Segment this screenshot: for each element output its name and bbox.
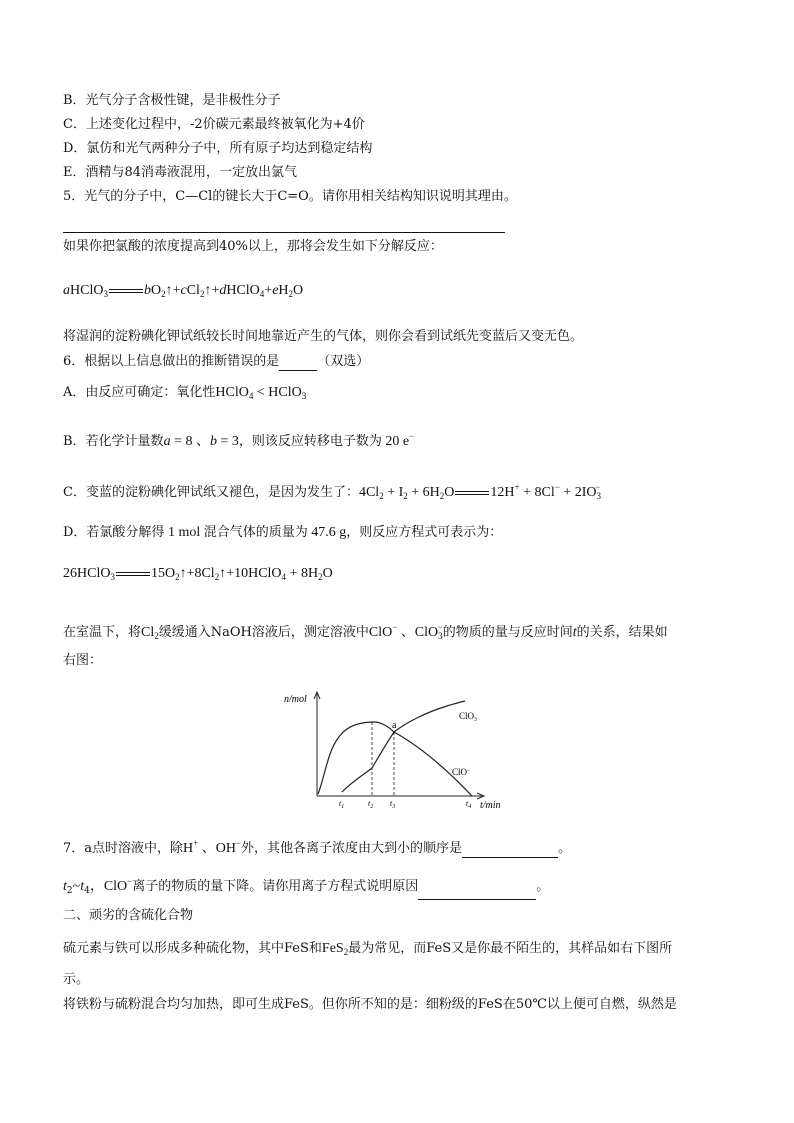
question-5: 5．光气的分子中，C—Cl的键长大于C=O。请你用相关结构知识说明其理由。	[63, 189, 517, 204]
y-axis-label: n/mol	[284, 694, 307, 705]
question-7-part2: $t_2\sim t_4$，ClO−离子的物质的量下降。请你用离子方程式说明原因 。	[63, 872, 549, 900]
question-7: 7．a点时溶液中，除H+ 、OH−外，其他各离子浓度由大到小的顺序是 。	[63, 838, 572, 856]
reaction-equation-general: aHClO$_3$ $bO_2↑+cCl_2↑+dHClO_4+eH_2O$	[63, 283, 304, 299]
answer-line-q5	[63, 232, 505, 233]
option-6d: D．若氯酸分解得 1 mol 混合气体的质量为 47.6 g，则反应方程式可表示为：	[63, 525, 503, 540]
reaction-equation-26: 26HClO$_3$ $15O_2↑+8Cl_2↑+10HClO_4 + 8H_2O$	[63, 566, 333, 582]
option-6b: B．若化学计量数a = 8 、b = 3，则该反应转移电子数为 20 e−	[63, 431, 415, 449]
x-axis-label: t/min	[480, 800, 501, 811]
paragraph-hclo3-decomp: 如果你把氯酸的浓度提高到40%以上，那将会发生如下分解反应：	[63, 239, 443, 254]
paragraph-iron-sulfide: 硫元素与铁可以形成多种硫化物，其中FeS和FeS$_2$最为常见，而FeS又是你最不陌生的，其样品如右下图所	[63, 941, 673, 957]
point-a-label: a	[392, 720, 397, 731]
option-6a: A．由反应可确定：氧化性HClO$_4$ < HClO$_3$	[63, 385, 307, 401]
option-c-line: C．上述变化过程中，-2价碳元素最终被氧化为+4价	[63, 117, 365, 132]
series-clo3-label: ClO$_3$	[459, 711, 478, 723]
answer-blank-q7b[interactable]	[418, 886, 536, 900]
series-clo-line	[318, 722, 472, 796]
paragraph-iron-sulfide-cont: 示。	[63, 972, 90, 987]
option-e-line: E．酒精与84消毒液混用，一定放出氯气	[63, 165, 298, 180]
series-clo-label: ClO−	[452, 767, 471, 777]
tick-t4: $t_4$	[466, 799, 472, 810]
answer-blank-q6[interactable]	[279, 357, 317, 371]
paragraph-cl2-naoh: 在室温下，将$Cl_2$缓缓通入NaOH溶液后，测定溶液中ClO− 、ClO$_3$−的物质的量与反应时间t的关系，结果如	[63, 622, 668, 641]
paragraph-starch-paper: 将湿润的淀粉碘化钾试纸较长时间地靠近产生的气体，则你会看到试纸先变蓝后又变无色。	[63, 329, 584, 344]
answer-blank-q7[interactable]	[462, 844, 558, 858]
option-b-line: B．光气分子含极性键，是非极性分子	[63, 93, 281, 108]
tick-t2: $t_2$	[368, 799, 374, 810]
section-heading-2: 二、顽劣的含硫化合物	[63, 908, 194, 923]
series-clo3-line	[342, 701, 465, 792]
question-6: 6．根据以上信息做出的推断错误的是 （双选）	[63, 354, 370, 369]
paragraph-cl2-naoh-cont: 右图：	[63, 653, 103, 668]
tick-t3: $t_3$	[390, 799, 396, 810]
option-6c: C．变蓝的淀粉碘化钾试纸又褪色，是因为发生了：$4Cl_2 + I_2 + 6H_2O$ $12H^+ + 8Cl^- + 2IO_3^-$	[63, 482, 601, 501]
paragraph-fes-synthesis: 将铁粉与硫粉混合均匀加热，即可生成FeS。但你所不知的是：细粉级的FeS在50℃以上便可自燃，纵然是	[63, 997, 677, 1012]
option-d-line: D．氯仿和光气两种分子中，所有原子均达到稳定结构	[63, 141, 373, 156]
ion-amount-chart	[282, 684, 512, 814]
tick-t1: $t_1$	[339, 799, 345, 810]
